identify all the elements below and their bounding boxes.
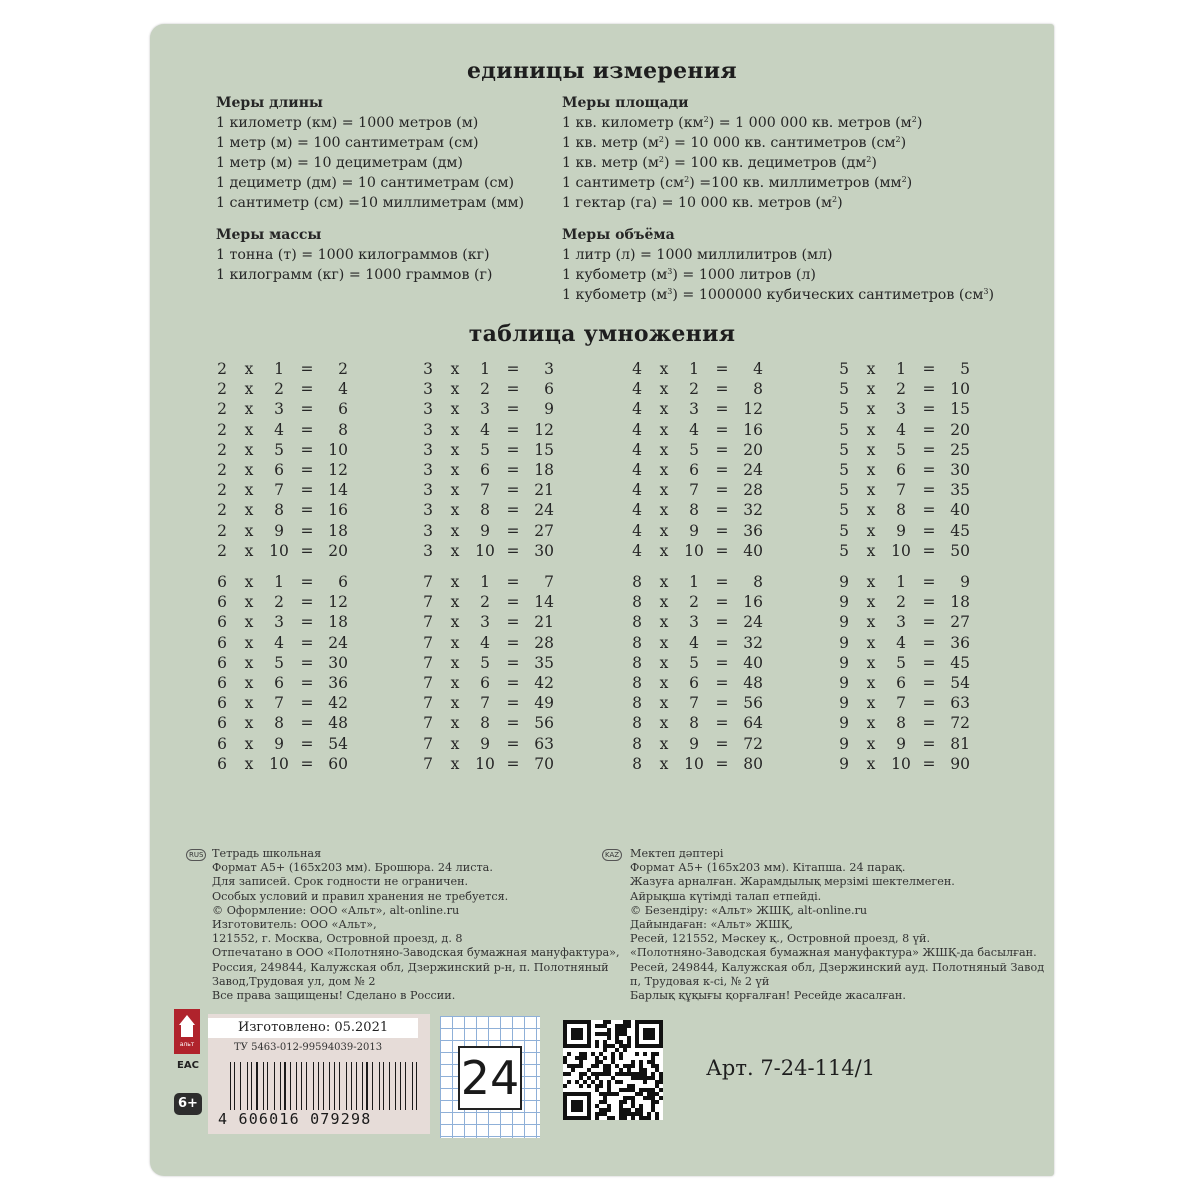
mass-lines bbox=[216, 245, 524, 285]
qr-code bbox=[563, 1020, 663, 1120]
rus-language-badge: RUS bbox=[186, 849, 206, 861]
article-number: Арт. 7-24-114/1 bbox=[706, 1056, 876, 1080]
product-label bbox=[208, 1014, 430, 1134]
manufacture-date: Изготовлено: 05.2021 bbox=[208, 1018, 418, 1038]
text-line: Айрықша күтімді талап етпейді. bbox=[630, 889, 822, 903]
text-line: 1 тонна (т) = 1000 килограммов (кг) bbox=[216, 247, 490, 263]
area-title: Меры площади bbox=[562, 95, 689, 111]
length-lines bbox=[216, 113, 524, 213]
text-line: Формат А5+ (165х203 мм). Кітапша. 24 парақ. bbox=[630, 861, 906, 875]
text-line: 1 сантиметр $(см^2) =100$ кв. миллиметров $(мм^2)$ bbox=[562, 175, 913, 191]
text-line: Ресей, 121552, Мәскеу қ., Островной проезд, 8 үй. bbox=[630, 932, 931, 946]
volume-title: Меры объёма bbox=[562, 227, 675, 243]
text-line: 1 кв. метр $(м^2) = 100$ кв. дециметров $(дм^2)$ bbox=[562, 155, 877, 171]
text-line: Отпечатано в ООО «Полотняно-Заводская бумажная мануфактура», bbox=[212, 946, 620, 960]
sheet-count: 24 bbox=[460, 1051, 520, 1105]
text-line: Все права защищены! Сделано в России. bbox=[212, 989, 456, 1003]
text-line: 1 метр (м) = 10 дециметрам (дм) bbox=[216, 155, 463, 171]
text-line: 1 килограмм (кг) = 1000 граммов (г) bbox=[216, 267, 493, 283]
age-rating-badge: 6+ bbox=[174, 1093, 202, 1115]
text-line: Дайындаған: «Альт» ЖШҚ, bbox=[630, 918, 794, 932]
ean-number: 4 606016 079298 bbox=[218, 1110, 372, 1128]
text-line: Россия, 249844, Калужская обл, Дзержинский р-н, п. Полотняный bbox=[212, 960, 609, 974]
text-line: Завод,Трудовая ул, дом № 2 bbox=[212, 974, 376, 988]
kaz-info-lines bbox=[630, 847, 1044, 1003]
text-line: «Полотняно-Заводская бумажная мануфактура» ЖШҚ-да басылған. bbox=[630, 946, 1037, 960]
text-line: Барлық құқығы қорғалған! Ресейде жасалған. bbox=[630, 989, 906, 1003]
text-line: Формат А5+ (165х203 мм). Брошюра. 24 листа. bbox=[212, 861, 493, 875]
text-line: © Безендіру: «Альт» ЖШҚ, alt-online.ru bbox=[630, 903, 868, 917]
units-heading: единицы измерения bbox=[467, 58, 737, 84]
volume-lines bbox=[562, 245, 994, 305]
text-line: 1 километр (км) = 1000 метров (м) bbox=[216, 115, 479, 131]
tu-standard: ТУ 5463-012-99594039-2013 bbox=[234, 1042, 383, 1053]
text-line: 1 метр (м) = 100 сантиметрам (см) bbox=[216, 135, 479, 151]
text-line: © Оформление: ООО «Альт», alt-online.ru bbox=[212, 903, 460, 917]
area-lines bbox=[562, 113, 994, 213]
logo-text: альт bbox=[179, 1041, 195, 1048]
kaz-info-block bbox=[630, 847, 1044, 1003]
notebook-back-cover: единицы измерения Меры длины 1 километр (км) = 1000 метров (м) 1 метр (м) = 100 сантиметрам (см) 1 метр (м) = 10 дециметрам (дм) 1 дециметр (дм) = 10 сантиметрам (см) 1 сантиметр (см) =10 миллиметрам (мм) Меры массы 1 тонна (т) = 1000 килограммов (кг) 1 килограмм (кг) = 1000 граммов (г) Меры площади 1 кв. километр $(км^2) = 1$ 000 000 кв. метров $(м^2)$ 1 кв. метр $(м^2) = 10$ 000 кв. сантиметров $(см^2)$ 1 кв. метр $(м^2) = 100$ кв. дециметров $(дм^2)$ 1 сантиметр $(см^2) =100$ кв. миллиметров $(мм^2)$ 1 гектар (га) = 10 000 кв. метров $(м^2)$ Меры объёма 1 литр (л) = 1000 миллилитров (мл) 1 кубометр $(м^3) = 1000$ литров (л) 1 кубометр $(м^3) = 1000000$ кубических сантиметров $(см^3)$ таблица умножения 2 x 1 = 2 2 x 2 = 4 2 x 3 = 6 2 x 4 = 8 2 x 5 = 10 2 x 6 = 12 2 x 7 = 14 2 x 8 = 16 2 x 9 = 18 2 x 10 = 20 3 x 1 = 3 3 x 2 = 6 3 x 3 = 9 3 x 4 = 12 3 x 5 = 15 3 x 6 = 18 3 x 7 = 21 3 x 8 = 24 3 x 9 = 27 3 x 10 = 30 4 x 1 = 4 4 x 2 = 8 4 x 3 = 12 4 x 4 = 16 4 x 5 = 20 4 x 6 = 24 4 x 7 = 28 4 x 8 = 32 4 x 9 = 36 4 x 10 = 40 5 x 1 = 5 5 x 2 = 10 5 x 3 = 15 5 x 4 = 20 5 x 5 = 25 5 x 6 = 30 5 x 7 = 35 5 x 8 = 40 5 x 9 = 45 5 x 10 = 50 6 x 1 = 6 6 x 2 = 12 6 x 3 = 18 6 x 4 = 24 6 x 5 = 30 6 x 6 = 36 6 x 7 = 42 6 x 8 = 48 6 x 9 = 54 6 x 10 = 60 7 x 1 = 7 7 x 2 = 14 7 x 3 = 21 7 x 4 = 28 7 x 5 = 35 7 x 6 = 42 7 x 7 = 49 7 x 8 = 56 7 x 9 = 63 7 x 10 = 70 8 x 1 = 8 8 x 2 = 16 8 x 3 = 24 8 x 4 = 32 8 x 5 = 40 8 x 6 = 48 8 x 7 = 56 8 x 8 = 64 8 x 9 = 72 8 x 10 = 80 9 x 1 = 9 9 x 2 = 18 9 x 3 = 27 9 x 4 = 36 9 x 5 = 45 9 x 6 = 54 9 x 7 = 63 9 x 8 = 72 9 x 9 = 81 9 x 10 = 90 Тетрадь школьная Формат А5+ (165х203 мм). Брошюра. 24 листа. Для записей. Срок годности не ограничен. Особых условий и правил хранения не требуется. © Оформление: ООО «Альт», alt-online.ru Изготовитель: ООО «Альт», 121552, г. Москва, Островной проезд, д. 8 Отпечатано в ООО «Полотняно-Заводская бумажная мануфактура», Россия, 249844, Калужская обл, Дзержинский р-н, п. Полотняный Завод,Трудовая ул, дом № 2 Все права защищены! Сделано в России. RUS Мектеп дәптері Формат А5+ (165х203 мм). Кітапша. 24 парақ. Жазуға арналған. Жарамдылық мерзімі шектелмеген. Айрықша күтімді талап етпейді. © Безендіру: «Альт» ЖШҚ, alt-online.ru Дайындаған: «Альт» ЖШҚ, Ресей, 121552, Мәскеу қ., Островной проезд, 8 үй. «Полотняно-Заводская бумажная мануфактура» ЖШҚ-да басылған. Ресей, 249844, Калужская обл, Дзержинский ауд. Полотняный Завод п, Трудовая к-сі, № 2 үй Барлық құқығы қорғалған! Ресейде жасалған. KAZ альт EAC 6+ Изготовлено: 05.2021 ТУ 5463-012-99594039-2013 4 606016 079298 24 Арт. 7-24-114/1 bbox=[150, 24, 1054, 1176]
units-right-column bbox=[562, 93, 994, 305]
rus-info-lines bbox=[212, 847, 620, 1003]
text-line: Тетрадь школьная bbox=[212, 847, 322, 860]
text-line: 1 кубометр $(м^3) = 1000$ литров (л) bbox=[562, 267, 816, 283]
eac-mark: EAC bbox=[177, 1060, 199, 1071]
text-line: 1 гектар (га) = 10 000 кв. метров $(м^2)$ bbox=[562, 195, 843, 211]
text-line: 1 кв. метр $(м^2) = 10$ 000 кв. сантиметров $(см^2)$ bbox=[562, 135, 907, 151]
text-line: 1 сантиметр (см) =10 миллиметрам (мм) bbox=[216, 195, 525, 211]
text-line: 1 кв. километр $(км^2) = 1$ 000 000 кв. метров $(м^2)$ bbox=[562, 115, 923, 131]
text-line: Изготовитель: ООО «Альт», bbox=[212, 918, 377, 932]
text-line: Особых условий и правил хранения не требуется. bbox=[212, 889, 509, 903]
text-line: 1 кубометр $(м^3) = 1000000$ кубических сантиметров $(см^3)$ bbox=[562, 287, 995, 303]
rus-info-block bbox=[212, 847, 620, 1003]
length-title: Меры длины bbox=[216, 95, 323, 111]
text-line: Мектеп дәптері bbox=[630, 847, 724, 860]
text-line: 1 дециметр (дм) = 10 сантиметрам (см) bbox=[216, 175, 515, 191]
text-line: Для записей. Срок годности не ограничен. bbox=[212, 875, 469, 889]
multiplication-heading: таблица умножения bbox=[468, 321, 736, 347]
units-left-column bbox=[216, 93, 524, 285]
alt-logo bbox=[174, 1009, 200, 1054]
mass-title: Меры массы bbox=[216, 227, 322, 243]
text-line: 1 литр (л) = 1000 миллилитров (мл) bbox=[562, 247, 833, 263]
text-line: 121552, г. Москва, Островной проезд, д. 8 bbox=[212, 932, 463, 946]
kaz-language-badge: KAZ bbox=[602, 849, 622, 861]
barcode bbox=[230, 1062, 422, 1110]
text-line: Жазуға арналған. Жарамдылық мерзімі шектелмеген. bbox=[630, 875, 955, 889]
text-line: п, Трудовая к-сі, № 2 үй bbox=[630, 974, 770, 988]
text-line: Ресей, 249844, Калужская обл, Дзержинский ауд. Полотняный Завод bbox=[630, 960, 1045, 974]
sheet-count-grid bbox=[440, 1016, 540, 1138]
